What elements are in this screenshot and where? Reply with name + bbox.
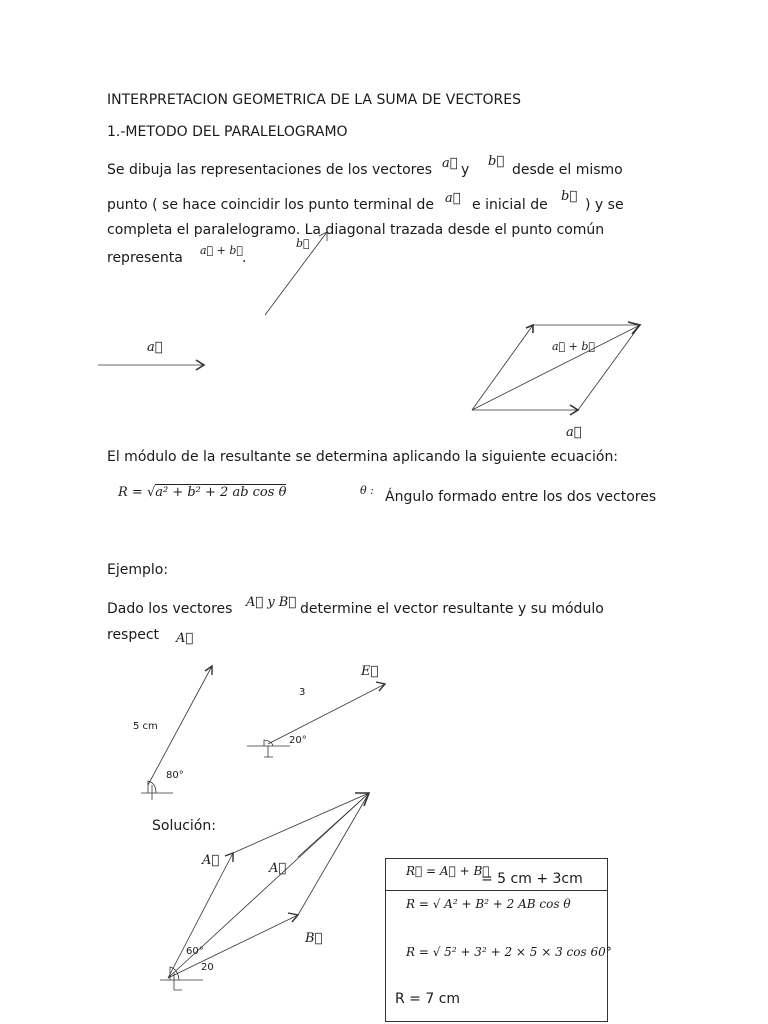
fig3-inner-A <box>298 793 369 857</box>
fig1-a2-label: a⃗ <box>566 425 582 440</box>
vector-A-symbol: A⃗ <box>176 631 194 646</box>
example-line-1b: determine el vector resultante y su módulo <box>300 601 604 617</box>
para-diagonal <box>472 325 640 410</box>
solution-r1: R⃗ = A⃗ + B⃗ <box>406 864 490 878</box>
sum-a-plus-b-symbol: a⃗ + b⃗ <box>200 244 244 257</box>
arrowhead <box>526 325 533 333</box>
vector-b-symbol: b⃗ <box>561 189 578 204</box>
fig2-angle-mark <box>148 781 156 800</box>
vector-a-symbol: a⃗ <box>445 191 461 206</box>
fig3-A2-label: A⃗ <box>269 861 287 876</box>
theta-description: Ángulo formado entre los dos vectores <box>385 489 657 505</box>
fig3-side <box>298 793 369 915</box>
para-line-1a: Se dibuja las representaciones de los vectores <box>107 162 433 178</box>
fig3-vector-A <box>168 853 233 978</box>
para-line-2a: punto ( se hace coincidir los punto terminal de <box>107 197 434 213</box>
example-line-1a: Dado los vectores <box>107 601 233 617</box>
formula-lhs: R = √ <box>118 485 156 500</box>
para-side <box>578 325 640 410</box>
solution-r3: R = √ 5² + 3² + 2 × 5 × 3 cos 60° <box>406 945 612 959</box>
para-side <box>472 325 533 410</box>
para-line-4b: . <box>242 250 247 266</box>
solution-r4: R = 7 cm <box>395 991 461 1007</box>
example-line-2: respect <box>107 627 160 643</box>
example-label: Ejemplo: <box>107 562 169 578</box>
formula-body: a² + b² + 2 ab cos θ <box>155 485 287 500</box>
fig2-length-b: 3 <box>299 687 306 698</box>
fig3-angle-1: 60° <box>186 946 204 957</box>
fig1-vector-b <box>265 232 327 315</box>
solution-label: Solución: <box>152 818 216 834</box>
fig2-vector-b <box>268 684 385 744</box>
module-text: El módulo de la resultante se determina aplicando la siguiente ecuación: <box>107 449 619 465</box>
para-line-1b: y <box>461 162 470 178</box>
fig3-vector-B <box>168 915 298 978</box>
solution-r2: R = √ A² + B² + 2 AB cos θ <box>406 897 571 911</box>
fig3-side <box>233 793 369 853</box>
fig1-a-label: a⃗ <box>147 340 163 355</box>
solution-r1b: = 5 cm + 3cm <box>481 871 583 887</box>
para-line-1c: desde el mismo <box>512 162 623 178</box>
fig1-b-label: b⃗ <box>296 237 310 250</box>
fig3-B-label: B⃗ <box>305 931 323 946</box>
para-line-2c: ) y se <box>585 197 624 213</box>
arrowhead <box>205 666 212 675</box>
vector-b-symbol: b⃗ <box>488 154 505 169</box>
fig2-vector-a <box>148 666 212 785</box>
para-line-3: completa el paralelogramo. La diagonal trazada desde el punto común <box>107 222 605 238</box>
fig2-length-a: 5 cm <box>133 721 158 732</box>
vector-a-symbol: a⃗ <box>442 156 458 171</box>
fig3-angle-2: 20 <box>201 962 214 973</box>
fig3-resultant <box>168 793 369 978</box>
fig2-E-label: E⃗ <box>361 664 379 679</box>
vectors-A-y-B: A⃗ y B⃗ <box>246 595 297 610</box>
fig2-angle-b: 20° <box>289 735 307 746</box>
theta-label: θ : <box>360 484 374 497</box>
page-heading: INTERPRETACION GEOMETRICA DE LA SUMA DE VECTORES <box>107 92 522 108</box>
fig1-sum-label: a⃗ + b⃗ <box>552 340 596 353</box>
fig2-angle-a: 80° <box>166 770 184 781</box>
para-line-2b: e inicial de <box>472 197 548 213</box>
method-title: 1.-METODO DEL PARALELOGRAMO <box>107 124 348 140</box>
para-line-4a: representa <box>107 250 183 266</box>
fig3-A-label: A⃗ <box>202 853 220 868</box>
